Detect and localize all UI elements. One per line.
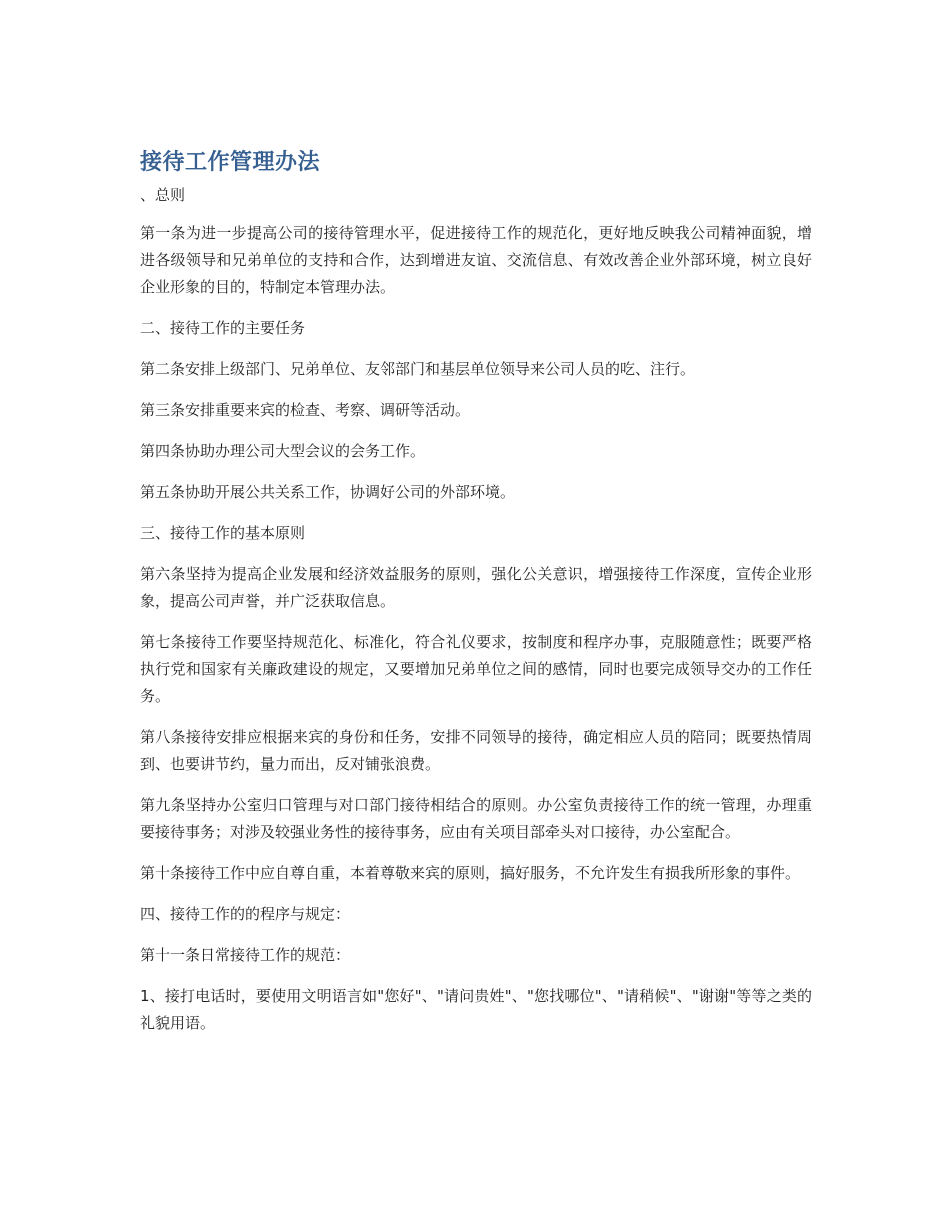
article-10: 第十条接待工作中应自尊自重，本着尊敬来宾的原则，搞好服务，不允许发生有损我所形象的事件。 bbox=[140, 864, 801, 882]
section-heading-tasks: 二、接待工作的主要任务 bbox=[140, 319, 306, 337]
article-9: 第九条坚持办公室归口管理与对口部门接待相结合的原则。办公室负责接待工作的统一管理，办理重要接待事务；对涉及较强业务性的接待事务，应由有关项目部牵头对口接待，办公室配合。 bbox=[140, 796, 812, 841]
article-2: 第二条安排上级部门、兄弟单位、友邻部门和基层单位领导来公司人员的吃、注行。 bbox=[140, 360, 696, 378]
rule-1: 1、接打电话时，要使用文明语言如"您好"、"请问贵姓"、"您找哪位"、"请稍候"、"谢谢"等等之类的礼貌用语。 bbox=[140, 987, 812, 1032]
section-heading-procedures: 四、接待工作的的程序与规定： bbox=[140, 905, 351, 923]
document-title: 接待工作管理办法 bbox=[140, 150, 321, 175]
section-heading-general: 、总则 bbox=[140, 186, 186, 204]
article-5: 第五条协助开展公共关系工作，协调好公司的外部环境。 bbox=[140, 483, 516, 501]
article-4: 第四条协助办理公司大型会议的会务工作。 bbox=[140, 442, 426, 460]
article-11: 第十一条日常接待工作的规范： bbox=[140, 946, 351, 964]
article-6: 第六条坚持为提高企业发展和经济效益服务的原则，强化公关意识，增强接待工作深度，宣传企业形象，提高公司声誉，并广泛获取信息。 bbox=[140, 565, 812, 610]
article-3: 第三条安排重要来宾的检查、考察、调研等活动。 bbox=[140, 401, 471, 419]
article-1: 第一条为进一步提高公司的接待管理水平，促进接待工作的规范化，更好地反映我公司精神面貌，增进各级领导和兄弟单位的支持和合作，达到增进友谊、交流信息、有效改善企业外部环境，树立良好企业形象的目的，特制定本管理办法。 bbox=[140, 224, 812, 296]
document-body bbox=[140, 146, 812, 1051]
article-8: 第八条接待安排应根据来宾的身份和任务，安排不同领导的接待，确定相应人员的陪同；既要热情周到、也要讲节约，量力而出，反对铺张浪费。 bbox=[140, 728, 812, 773]
section-heading-principles: 三、接待工作的基本原则 bbox=[140, 524, 306, 542]
article-7: 第七条接待工作要坚持规范化、标准化，符合礼仪要求，按制度和程序办事，克服随意性；既要严格执行党和国家有关廉政建设的规定，又要增加兄弟单位之间的感情，同时也要完成领导交办的工作任务。 bbox=[140, 633, 812, 705]
